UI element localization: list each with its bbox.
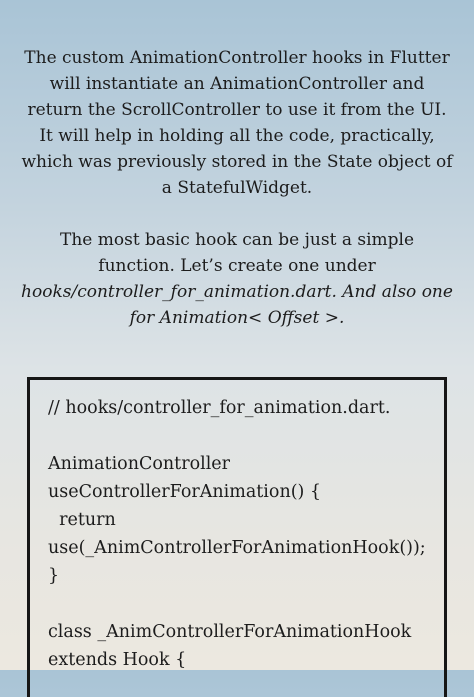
code-line: return [48, 510, 116, 530]
code-line: class _AnimControllerForAnimationHook [48, 622, 412, 642]
code-line [48, 422, 444, 450]
intro-paragraph-1: The custom AnimationController hooks in Flutter will instantiate an AnimationController and return the ScrollController to use it from the UI. It will help in holding all the code, practically, which was previously stored in the State object of a StatefulWidget. [21, 48, 453, 198]
code-line: // hooks/controller_for_animation.dart. [48, 398, 391, 418]
code-line: extends Hook { [48, 650, 187, 670]
intro-paragraph-2-plain: The most basic hook can be just a simple function. Let’s create one under [59, 230, 415, 276]
code-line: } [48, 566, 60, 586]
code-line: use(_AnimControllerForAnimationHook()); [48, 538, 426, 558]
intro-paragraph-2-italic: hooks/controller_for_animation.dart. And also one for Animation< Offset >. [21, 282, 453, 328]
intro-paragraph-2 [20, 227, 454, 331]
code-line [48, 590, 444, 618]
code-block [27, 377, 447, 697]
code-line: AnimationController [48, 454, 231, 474]
code-line: useControllerForAnimation() { [48, 482, 322, 502]
intro-text [20, 45, 454, 331]
